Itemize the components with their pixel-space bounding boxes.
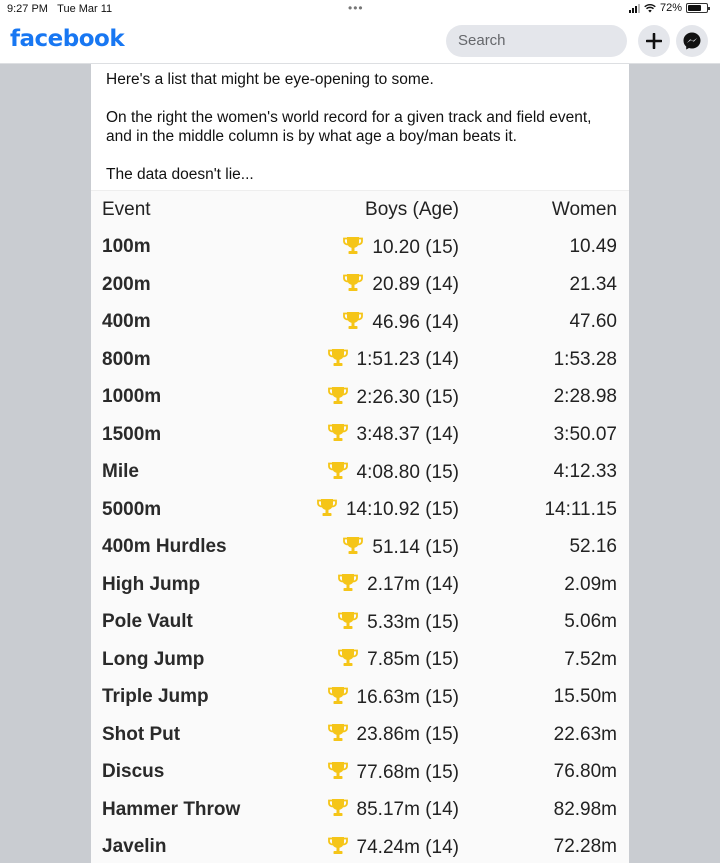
table-row xyxy=(91,454,629,492)
trophy-icon xyxy=(328,798,348,817)
women-cell: 14:11.15 xyxy=(544,498,617,520)
boys-value: 3:48.37 (14) xyxy=(356,424,459,446)
event-cell: 5000m xyxy=(102,498,162,520)
table-row xyxy=(91,829,629,863)
event-cell: Triple Jump xyxy=(102,686,209,708)
women-cell: 82.98m xyxy=(553,798,617,820)
boys-value: 7.85m (15) xyxy=(367,649,459,671)
boys-cell xyxy=(301,566,469,604)
post-text xyxy=(91,64,629,184)
table-row xyxy=(91,266,629,304)
more-dots-icon[interactable]: ••• xyxy=(348,1,364,15)
boys-cell xyxy=(301,791,469,829)
boys-cell xyxy=(301,416,469,454)
boys-value: 85.17m (14) xyxy=(356,799,459,821)
women-cell: 72.28m xyxy=(553,836,617,858)
boys-value: 16.63m (15) xyxy=(356,686,459,708)
women-cell: 3:50.07 xyxy=(553,423,617,445)
boys-cell xyxy=(301,229,469,267)
table-row xyxy=(91,716,629,754)
table-row xyxy=(91,754,629,792)
trophy-icon xyxy=(338,573,358,592)
boys-value: 23.86m (15) xyxy=(356,724,459,746)
women-cell: 7.52m xyxy=(564,648,617,670)
trophy-icon xyxy=(343,273,363,292)
boys-value: 2:26.30 (15) xyxy=(356,386,459,408)
trophy-icon xyxy=(343,236,363,255)
table-row xyxy=(91,604,629,642)
event-cell: 1500m xyxy=(102,423,162,445)
messenger-button[interactable] xyxy=(676,25,708,57)
boys-value: 20.89 (14) xyxy=(372,274,459,296)
boys-cell xyxy=(301,679,469,717)
boys-cell xyxy=(301,604,469,642)
status-bar xyxy=(0,0,720,18)
records-table xyxy=(91,191,629,863)
records-table-image[interactable] xyxy=(91,190,629,863)
boys-value: 1:51.23 (14) xyxy=(356,349,459,371)
event-cell: 400m Hurdles xyxy=(102,536,227,558)
boys-value: 74.24m (14) xyxy=(356,836,459,858)
women-cell: 4:12.33 xyxy=(553,461,617,483)
boys-value: 46.96 (14) xyxy=(372,311,459,333)
trophy-icon xyxy=(328,461,348,480)
women-cell: 15.50m xyxy=(553,686,617,708)
battery-icon xyxy=(686,3,708,13)
post-card xyxy=(91,64,629,863)
plus-icon xyxy=(646,33,662,49)
event-cell: 400m xyxy=(102,311,151,333)
facebook-logo[interactable]: facebook xyxy=(10,26,125,52)
women-cell: 5.06m xyxy=(564,611,617,633)
post-paragraph: On the right the women's world record for a given track and field event, and in the middle column is by what age a boy/man beats it. xyxy=(106,109,592,145)
table-row xyxy=(91,529,629,567)
trophy-icon xyxy=(328,386,348,405)
women-cell: 1:53.28 xyxy=(553,348,617,370)
event-cell: Mile xyxy=(102,461,139,483)
trophy-icon xyxy=(343,311,363,330)
boys-value: 51.14 (15) xyxy=(372,536,459,558)
header-women: Women xyxy=(551,198,617,220)
boys-cell xyxy=(301,454,469,492)
trophy-icon xyxy=(328,761,348,780)
women-cell: 2.09m xyxy=(564,573,617,595)
boys-value: 5.33m (15) xyxy=(367,611,459,633)
table-row xyxy=(91,791,629,829)
create-button[interactable] xyxy=(638,25,670,57)
status-time: 9:27 PM Tue Mar 11 xyxy=(7,3,113,15)
table-row xyxy=(91,491,629,529)
boys-value: 10.20 (15) xyxy=(372,236,459,258)
boys-cell xyxy=(301,266,469,304)
event-cell: Discus xyxy=(102,761,165,783)
table-row xyxy=(91,641,629,679)
table-row xyxy=(91,679,629,717)
women-cell: 21.34 xyxy=(569,273,617,295)
top-bar xyxy=(0,18,720,64)
boys-cell xyxy=(301,529,469,567)
post-paragraph: The data doesn't lie... xyxy=(106,166,254,183)
boys-value: 77.68m (15) xyxy=(356,761,459,783)
table-row xyxy=(91,341,629,379)
wifi-icon xyxy=(644,3,656,13)
boys-value: 2.17m (14) xyxy=(367,574,459,596)
trophy-icon xyxy=(317,498,337,517)
event-cell: Long Jump xyxy=(102,648,205,670)
event-cell: 100m xyxy=(102,236,151,258)
boys-value: 4:08.80 (15) xyxy=(356,461,459,483)
table-row xyxy=(91,379,629,417)
boys-cell xyxy=(301,304,469,342)
event-cell: 200m xyxy=(102,273,151,295)
boys-cell xyxy=(301,829,469,863)
trophy-icon xyxy=(328,723,348,742)
signal-icon xyxy=(629,3,640,13)
trophy-icon xyxy=(328,836,348,855)
trophy-icon xyxy=(338,648,358,667)
event-cell: Hammer Throw xyxy=(102,798,241,820)
header-event: Event xyxy=(102,198,151,220)
table-row xyxy=(91,304,629,342)
boys-cell xyxy=(301,379,469,417)
women-cell: 2:28.98 xyxy=(553,386,617,408)
women-cell: 47.60 xyxy=(569,311,617,333)
table-row xyxy=(91,416,629,454)
boys-value: 14:10.92 (15) xyxy=(345,499,459,521)
trophy-icon xyxy=(328,423,348,442)
trophy-icon xyxy=(338,611,358,630)
table-header-row xyxy=(91,191,629,229)
event-cell: High Jump xyxy=(102,573,201,595)
event-cell: Pole Vault xyxy=(102,611,193,633)
header-boys: Boys (Age) xyxy=(365,198,459,220)
event-cell: Shot Put xyxy=(102,723,181,745)
boys-cell xyxy=(301,641,469,679)
boys-cell xyxy=(301,341,469,379)
battery-percent: 72% xyxy=(659,2,682,14)
trophy-icon xyxy=(343,536,363,555)
event-cell: 1000m xyxy=(102,386,162,408)
table-row xyxy=(91,229,629,267)
search-input[interactable]: Search xyxy=(446,25,627,57)
trophy-icon xyxy=(328,686,348,705)
women-cell: 52.16 xyxy=(569,536,617,558)
table-row xyxy=(91,566,629,604)
messenger-icon xyxy=(682,31,702,51)
trophy-icon xyxy=(328,348,348,367)
post-paragraph: Here's a list that might be eye-opening to some. xyxy=(106,71,434,88)
status-right xyxy=(629,2,708,14)
boys-cell xyxy=(301,716,469,754)
boys-cell xyxy=(301,754,469,792)
women-cell: 22.63m xyxy=(553,723,617,745)
women-cell: 76.80m xyxy=(553,761,617,783)
women-cell: 10.49 xyxy=(569,236,617,258)
boys-cell xyxy=(301,491,469,529)
event-cell: 800m xyxy=(102,348,151,370)
event-cell: Javelin xyxy=(102,836,167,858)
